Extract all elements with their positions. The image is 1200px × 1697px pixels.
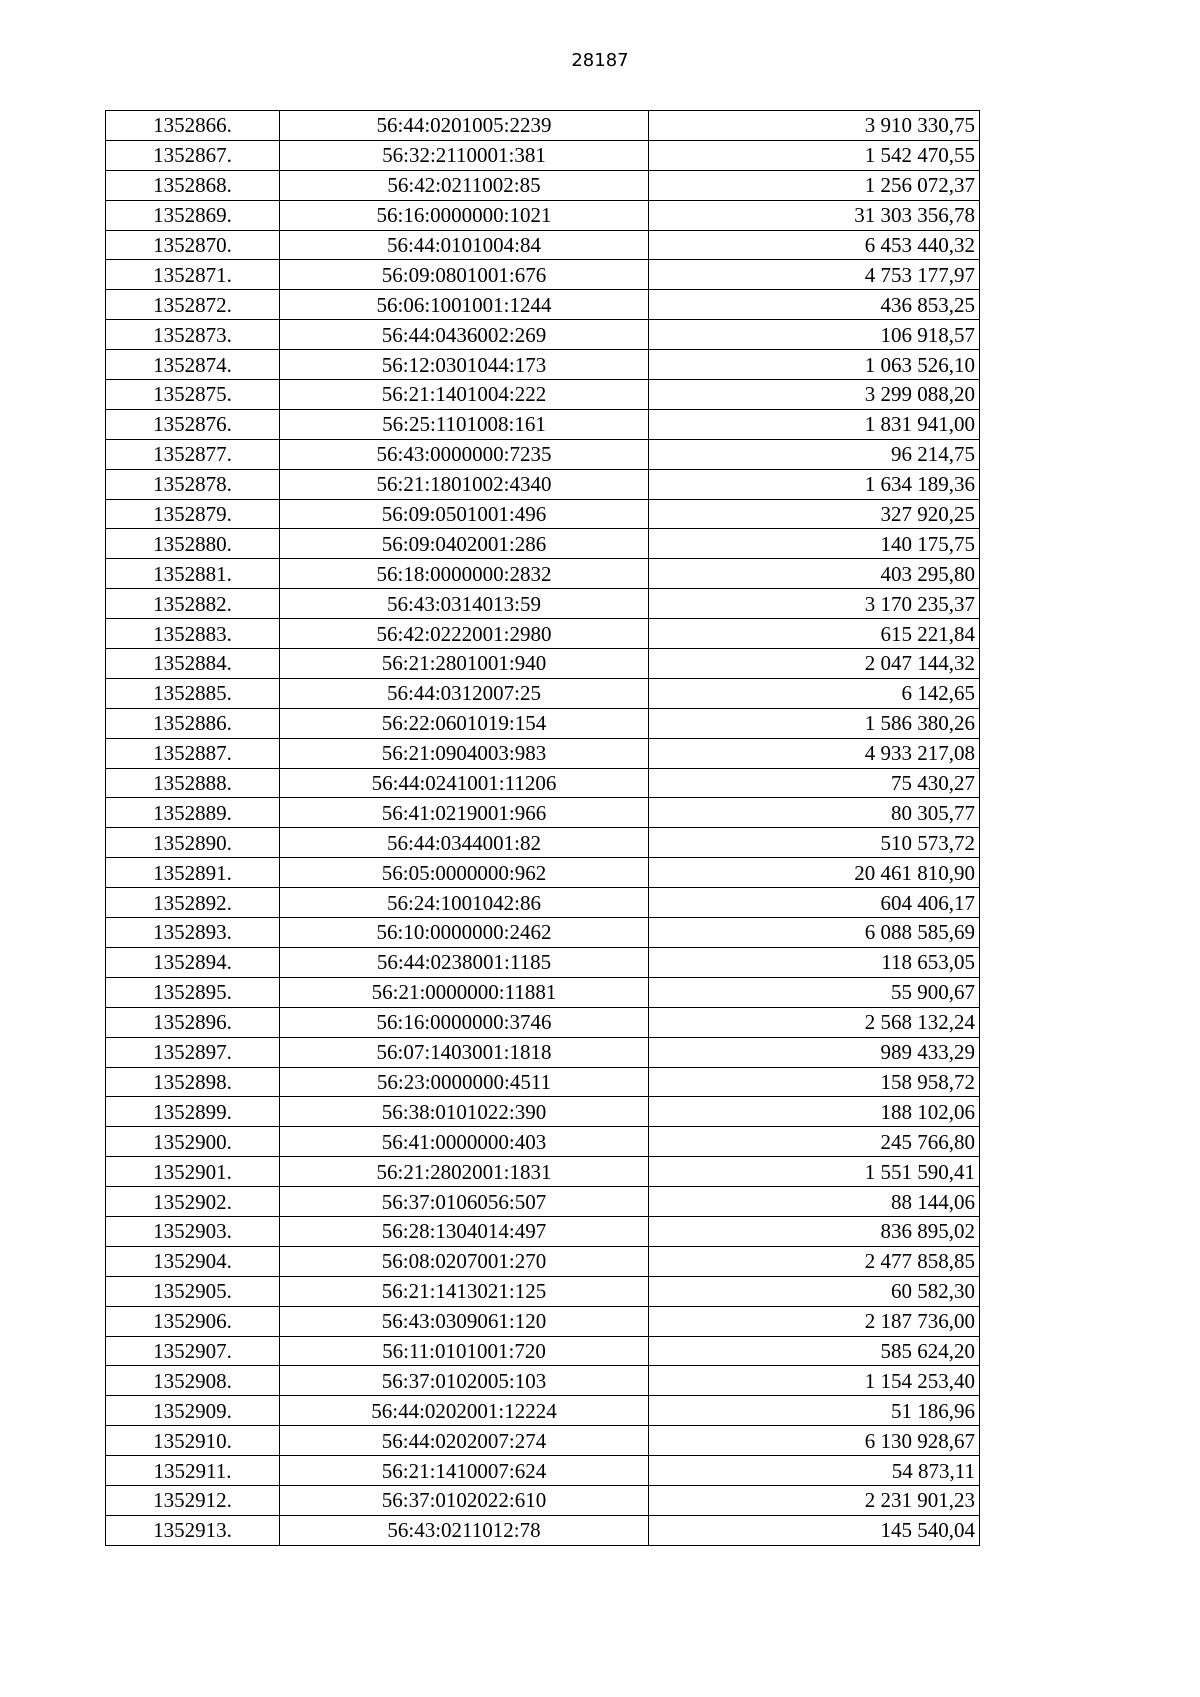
cadastral-value-cell: 6 453 440,32 [649,230,980,260]
row-number-cell: 1352897. [106,1037,280,1067]
table-row [106,708,980,738]
cadastral-number-cell: 56:11:0101001:720 [280,1336,649,1366]
cadastral-value-cell: 436 853,25 [649,290,980,320]
table-row [106,678,980,708]
row-number-cell: 1352877. [106,439,280,469]
table-row [106,439,980,469]
cadastral-value-cell: 96 214,75 [649,439,980,469]
table-row [106,977,980,1007]
table-row [106,260,980,290]
table-row [106,1157,980,1187]
cadastral-value-cell: 1 063 526,10 [649,350,980,380]
cadastral-value-cell: 6 088 585,69 [649,918,980,948]
table-row [106,1246,980,1276]
table-row [106,200,980,230]
table-row [106,1485,980,1515]
row-number-cell: 1352902. [106,1187,280,1217]
row-number-cell: 1352874. [106,350,280,380]
table-row [106,649,980,679]
cadastral-value-cell: 3 299 088,20 [649,380,980,410]
cadastral-number-cell: 56:41:0219001:966 [280,798,649,828]
cadastral-value-cell: 145 540,04 [649,1515,980,1545]
table-row [106,947,980,977]
table-row [106,499,980,529]
row-number-cell: 1352896. [106,1007,280,1037]
cadastral-value-cell: 54 873,11 [649,1456,980,1486]
cadastral-value-cell: 3 170 235,37 [649,589,980,619]
cadastral-number-cell: 56:09:0402001:286 [280,529,649,559]
row-number-cell: 1352872. [106,290,280,320]
row-number-cell: 1352884. [106,649,280,679]
cadastral-number-cell: 56:44:0312007:25 [280,678,649,708]
cadastral-value-cell: 327 920,25 [649,499,980,529]
cadastral-value-cell: 2 477 858,85 [649,1246,980,1276]
cadastral-value-cell: 2 187 736,00 [649,1306,980,1336]
cadastral-number-cell: 56:44:0202001:12224 [280,1396,649,1426]
page-number: 28187 [571,50,629,71]
table-row [106,1037,980,1067]
cadastral-number-cell: 56:05:0000000:962 [280,858,649,888]
cadastral-value-cell: 1 154 253,40 [649,1366,980,1396]
row-number-cell: 1352875. [106,380,280,410]
row-number-cell: 1352903. [106,1216,280,1246]
row-number-cell: 1352869. [106,200,280,230]
cadastral-number-cell: 56:28:1304014:497 [280,1216,649,1246]
row-number-cell: 1352899. [106,1097,280,1127]
cadastral-number-cell: 56:43:0000000:7235 [280,439,649,469]
cadastral-number-cell: 56:21:2802001:1831 [280,1157,649,1187]
row-number-cell: 1352895. [106,977,280,1007]
table-row [106,619,980,649]
cadastral-value-cell: 31 303 356,78 [649,200,980,230]
table-row [106,140,980,170]
cadastral-value-cell: 1 551 590,41 [649,1157,980,1187]
cadastral-number-cell: 56:12:0301044:173 [280,350,649,380]
table-row [106,1396,980,1426]
table-row [106,170,980,200]
row-number-cell: 1352888. [106,768,280,798]
row-number-cell: 1352885. [106,678,280,708]
cadastral-number-cell: 56:21:0904003:983 [280,738,649,768]
row-number-cell: 1352898. [106,1067,280,1097]
table-row [106,1456,980,1486]
cadastral-number-cell: 56:10:0000000:2462 [280,918,649,948]
table-row [106,1216,980,1246]
row-number-cell: 1352889. [106,798,280,828]
cadastral-value-cell: 2 568 132,24 [649,1007,980,1037]
table-row [106,918,980,948]
row-number-cell: 1352905. [106,1276,280,1306]
cadastral-value-cell: 140 175,75 [649,529,980,559]
row-number-cell: 1352882. [106,589,280,619]
cadastral-value-cell: 55 900,67 [649,977,980,1007]
cadastral-value-cell: 88 144,06 [649,1187,980,1217]
cadastral-number-cell: 56:37:0102005:103 [280,1366,649,1396]
cadastral-number-cell: 56:23:0000000:4511 [280,1067,649,1097]
table-row [106,1366,980,1396]
cadastral-value-cell: 1 586 380,26 [649,708,980,738]
row-number-cell: 1352881. [106,559,280,589]
row-number-cell: 1352904. [106,1246,280,1276]
table-row [106,828,980,858]
row-number-cell: 1352873. [106,320,280,350]
row-number-cell: 1352886. [106,708,280,738]
cadastral-number-cell: 56:44:0201005:2239 [280,111,649,141]
cadastral-number-cell: 56:16:0000000:1021 [280,200,649,230]
cadastral-number-cell: 56:21:1801002:4340 [280,469,649,499]
cadastral-value-cell: 1 542 470,55 [649,140,980,170]
cadastral-number-cell: 56:21:2801001:940 [280,649,649,679]
cadastral-number-cell: 56:21:0000000:11881 [280,977,649,1007]
cadastral-number-cell: 56:09:0801001:676 [280,260,649,290]
table-row [106,1067,980,1097]
cadastral-value-cell: 1 831 941,00 [649,409,980,439]
row-number-cell: 1352887. [106,738,280,768]
row-number-cell: 1352868. [106,170,280,200]
cadastral-number-cell: 56:44:0436002:269 [280,320,649,350]
row-number-cell: 1352912. [106,1485,280,1515]
row-number-cell: 1352890. [106,828,280,858]
table-row [106,589,980,619]
cadastral-number-cell: 56:44:0344001:82 [280,828,649,858]
table-row [106,230,980,260]
cadastral-number-cell: 56:44:0202007:274 [280,1426,649,1456]
cadastral-number-cell: 56:25:1101008:161 [280,409,649,439]
cadastral-value-cell: 6 130 928,67 [649,1426,980,1456]
cadastral-value-cell: 118 653,05 [649,947,980,977]
cadastral-number-cell: 56:21:1410007:624 [280,1456,649,1486]
table-row [106,409,980,439]
cadastral-number-cell: 56:09:0501001:496 [280,499,649,529]
cadastral-value-cell: 3 910 330,75 [649,111,980,141]
cadastral-value-cell: 585 624,20 [649,1336,980,1366]
cadastral-number-cell: 56:24:1001042:86 [280,888,649,918]
table-row [106,320,980,350]
table-row [106,888,980,918]
cadastral-value-cell: 2 231 901,23 [649,1485,980,1515]
cadastral-value-cell: 106 918,57 [649,320,980,350]
cadastral-number-cell: 56:37:0102022:610 [280,1485,649,1515]
cadastral-number-cell: 56:32:2110001:381 [280,140,649,170]
table-row [106,1187,980,1217]
row-number-cell: 1352910. [106,1426,280,1456]
cadastral-number-cell: 56:43:0314013:59 [280,589,649,619]
cadastral-number-cell: 56:18:0000000:2832 [280,559,649,589]
row-number-cell: 1352879. [106,499,280,529]
cadastral-value-cell: 20 461 810,90 [649,858,980,888]
row-number-cell: 1352911. [106,1456,280,1486]
row-number-cell: 1352878. [106,469,280,499]
table-row [106,469,980,499]
cadastral-number-cell: 56:42:0211002:85 [280,170,649,200]
cadastral-value-cell: 1 256 072,37 [649,170,980,200]
row-number-cell: 1352891. [106,858,280,888]
cadastral-number-cell: 56:21:1413021:125 [280,1276,649,1306]
cadastral-value-table [105,110,980,1546]
cadastral-number-cell: 56:21:1401004:222 [280,380,649,410]
table-row [106,559,980,589]
table-row [106,858,980,888]
cadastral-number-cell: 56:43:0309061:120 [280,1306,649,1336]
cadastral-number-cell: 56:08:0207001:270 [280,1246,649,1276]
cadastral-value-cell: 4 753 177,97 [649,260,980,290]
cadastral-number-cell: 56:16:0000000:3746 [280,1007,649,1037]
table-row [106,1097,980,1127]
row-number-cell: 1352892. [106,888,280,918]
table-row [106,1127,980,1157]
table-row [106,738,980,768]
cadastral-value-cell: 2 047 144,32 [649,649,980,679]
table-row [106,768,980,798]
row-number-cell: 1352906. [106,1306,280,1336]
cadastral-number-cell: 56:44:0101004:84 [280,230,649,260]
cadastral-value-cell: 510 573,72 [649,828,980,858]
cadastral-number-cell: 56:42:0222001:2980 [280,619,649,649]
row-number-cell: 1352907. [106,1336,280,1366]
table-row [106,1276,980,1306]
cadastral-value-cell: 60 582,30 [649,1276,980,1306]
cadastral-value-cell: 1 634 189,36 [649,469,980,499]
cadastral-value-cell: 4 933 217,08 [649,738,980,768]
cadastral-number-cell: 56:38:0101022:390 [280,1097,649,1127]
table-row [106,350,980,380]
row-number-cell: 1352871. [106,260,280,290]
cadastral-number-cell: 56:44:0241001:11206 [280,768,649,798]
row-number-cell: 1352894. [106,947,280,977]
table-row [106,529,980,559]
row-number-cell: 1352876. [106,409,280,439]
cadastral-value-cell: 836 895,02 [649,1216,980,1246]
table-row [106,1515,980,1545]
table-body [106,111,980,1546]
cadastral-value-cell: 604 406,17 [649,888,980,918]
table-row [106,380,980,410]
cadastral-value-cell: 80 305,77 [649,798,980,828]
row-number-cell: 1352909. [106,1396,280,1426]
table-row [106,290,980,320]
row-number-cell: 1352883. [106,619,280,649]
row-number-cell: 1352900. [106,1127,280,1157]
cadastral-value-cell: 245 766,80 [649,1127,980,1157]
table-row [106,798,980,828]
row-number-cell: 1352893. [106,918,280,948]
table-row [106,1007,980,1037]
table-row [106,1426,980,1456]
row-number-cell: 1352867. [106,140,280,170]
cadastral-value-cell: 403 295,80 [649,559,980,589]
cadastral-number-cell: 56:22:0601019:154 [280,708,649,738]
table-row [106,1336,980,1366]
cadastral-value-cell: 989 433,29 [649,1037,980,1067]
row-number-cell: 1352913. [106,1515,280,1545]
cadastral-number-cell: 56:44:0238001:1185 [280,947,649,977]
table-row [106,1306,980,1336]
row-number-cell: 1352870. [106,230,280,260]
cadastral-value-cell: 615 221,84 [649,619,980,649]
cadastral-number-cell: 56:37:0106056:507 [280,1187,649,1217]
cadastral-value-cell: 51 186,96 [649,1396,980,1426]
row-number-cell: 1352880. [106,529,280,559]
cadastral-number-cell: 56:43:0211012:78 [280,1515,649,1545]
cadastral-value-cell: 75 430,27 [649,768,980,798]
cadastral-value-cell: 158 958,72 [649,1067,980,1097]
cadastral-number-cell: 56:41:0000000:403 [280,1127,649,1157]
cadastral-value-cell: 6 142,65 [649,678,980,708]
cadastral-value-cell: 188 102,06 [649,1097,980,1127]
row-number-cell: 1352901. [106,1157,280,1187]
cadastral-number-cell: 56:07:1403001:1818 [280,1037,649,1067]
row-number-cell: 1352866. [106,111,280,141]
row-number-cell: 1352908. [106,1366,280,1396]
cadastral-number-cell: 56:06:1001001:1244 [280,290,649,320]
table-row [106,111,980,141]
